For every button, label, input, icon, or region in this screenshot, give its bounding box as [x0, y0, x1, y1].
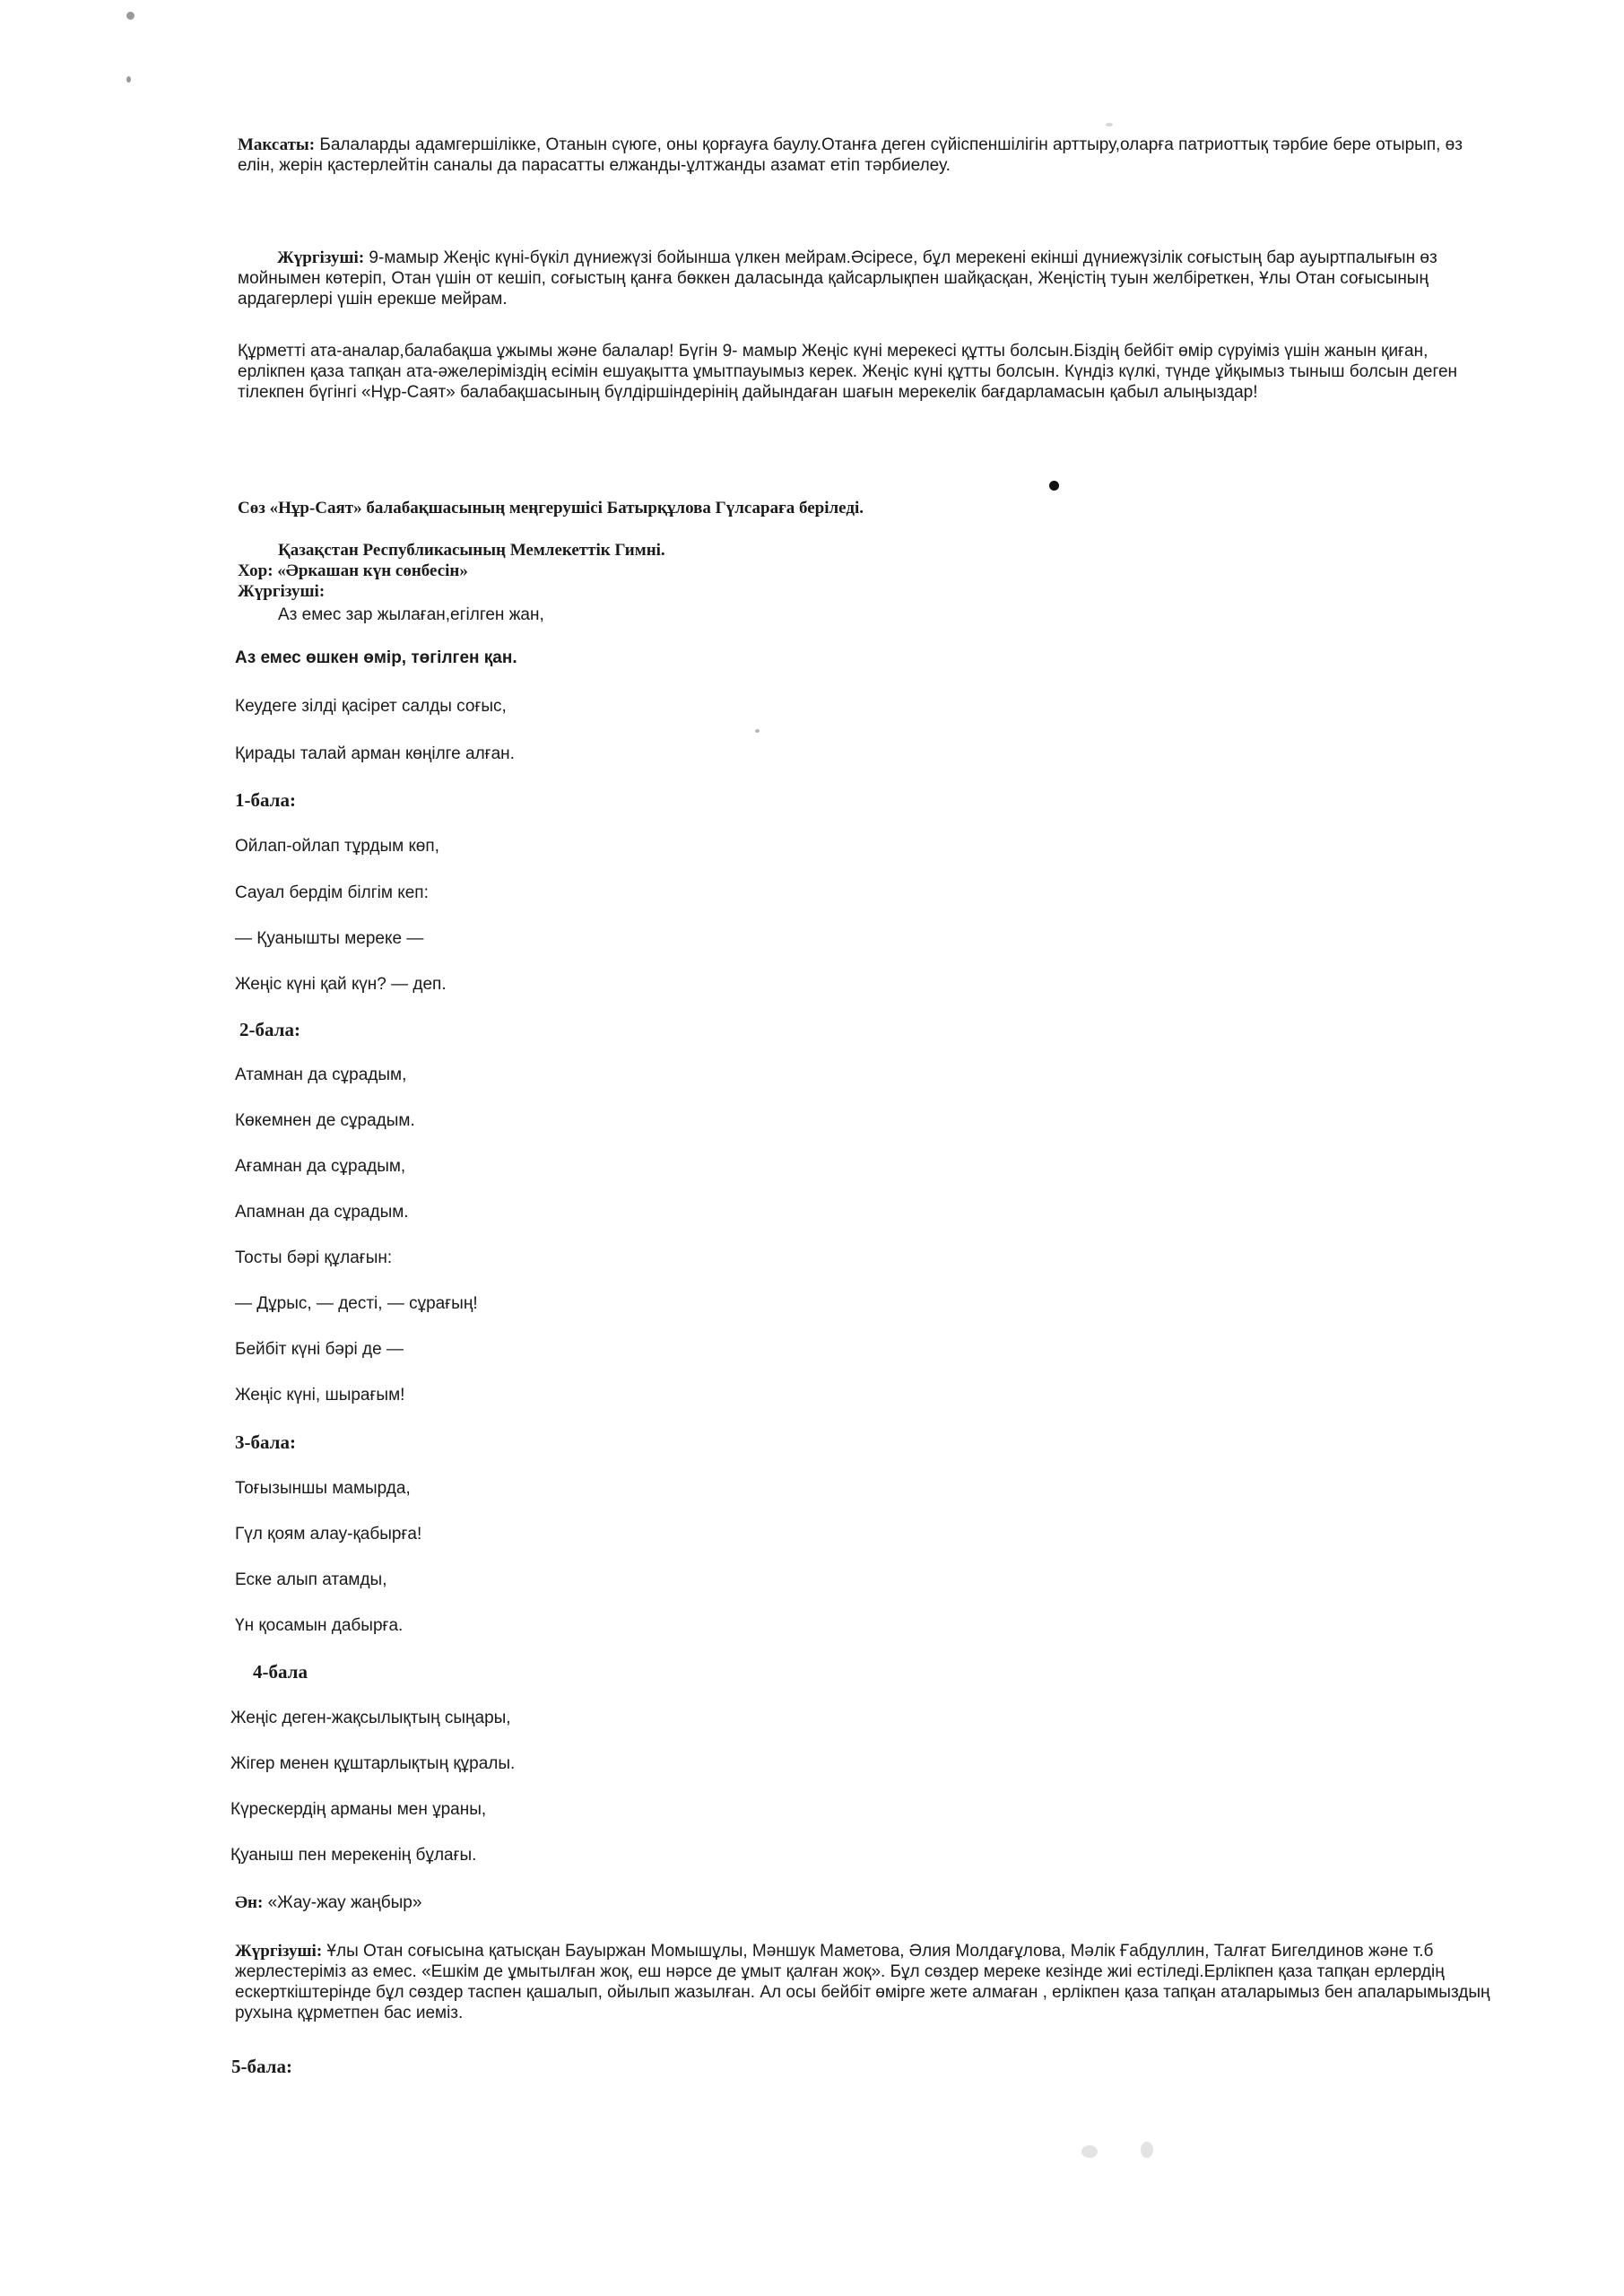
host-heroes-paragraph [235, 1941, 1499, 2023]
verse-line: Жеңіс күні қай күн? — деп. [235, 975, 447, 994]
song-label: Ән: [235, 1893, 264, 1912]
greeting-paragraph: Құрметті ата-аналар,балабақша ұжымы және балалар! Бүгін 9- мамыр Жеңіс күні мерекесі құтты болсын.Біздің бейбіт өмір сүруіміз үшін жанын қиған, ерлікпен қаза тапқан ата-әжелеріміздің есімін ешуақытта ұмытпауымыз керек. Жеңіс күні құтты болсын. Күндіз күлкі, түнде ұйқымыз тыныш болсын деген тілекпен бүгінгі «Нұр-Саят» балабақшасының бүлдіршіндерінің дайындаған шағын мерекелік бағдарламасын қабыл алыңыздар! [238, 342, 1458, 402]
verse-line: Бейбіт күні бәрі де — [235, 1340, 404, 1359]
child1-label: 1-бала: [235, 789, 296, 811]
child4-label: 4-бала [253, 1661, 308, 1683]
verse-line: Көкемнен де сұрадым. [235, 1111, 415, 1130]
child5-label: 5-бала: [231, 2056, 292, 2077]
song-line [235, 1892, 421, 1913]
host-label-3: Жүргізуші: [235, 1942, 323, 1961]
scan-speck [755, 729, 760, 733]
speech-line: Сөз «Нұр-Саят» балабақшасының меңгерушісі Батырқұлова Гүлсараға беріледі. [238, 499, 864, 517]
verse-line: Аз емес зар жылаған,егілген жан, [278, 605, 544, 624]
host-label: Жүргізуші: [277, 248, 365, 267]
verse-line: Сауал бердім білгім кеп: [235, 883, 429, 902]
scan-speck [1106, 123, 1113, 126]
verse-line: Қуаныш пен мерекенің бұлағы. [230, 1846, 477, 1865]
verse-line: Жеңіс деген-жақсылықтың сыңары, [230, 1709, 511, 1727]
verse-line: Тосты бәрі құлағын: [235, 1248, 393, 1267]
verse-line: Ағамнан да сұрадым, [235, 1157, 406, 1176]
verse-line: Атамнан да сұрадым, [235, 1065, 407, 1084]
verse-line: Тоғызыншы мамырда, [235, 1479, 411, 1498]
verse-line: Еске алып атамды, [235, 1570, 387, 1589]
scan-speck [1081, 2145, 1098, 2158]
scan-speck [126, 76, 131, 83]
verse-line: Ойлап-ойлап тұрдым көп, [235, 837, 439, 856]
verse-line: Үн қосамын дабырға. [235, 1616, 404, 1635]
verse-line: Жігер менен құштарлықтың құралы. [230, 1754, 516, 1773]
ink-dot [1049, 481, 1059, 491]
child2-label: 2-бала: [239, 1019, 300, 1040]
verse-line: Қирады талай арман көңілге алған. [235, 744, 515, 763]
goal-paragraph [238, 135, 1493, 176]
host-heroes-text: Ұлы Отан соғысына қатысқан Бауыржан Момышұлы, Мәншук Маметова, Әлия Молдағұлова, Мәлік Ғабдуллин, Талғат Бигелдинов және т.б жерлестеріміз аз емес. «Ешкім де ұмытылған жоқ, еш нәрсе де ұмыт қалған жоқ». Бұл сөздер мереке кезінде жиі естіледі.Ерлікпен қаза тапқан ерлердің ескерткіштерінде бұл сөздер таспен қашалып, ойылып жазылған. Ал осы бейбіт өмірге жете алмаған , ерлікпен қаза тапқан аталарымыз бен апаларымыздың рухына құрметпен бас иеміз. [235, 1942, 1490, 2022]
verse-line: Күрескердің арманы мен ұраны, [230, 1800, 487, 1819]
choir-line: Хор: «Әркашан күн сөнбесін» [238, 561, 468, 580]
verse-line: Апамнан да сұрадым. [235, 1203, 409, 1222]
verse-line: Аз емес өшкен өмір, төгілген қан. [235, 648, 517, 667]
verse-line: — Қуанышты мереке — [235, 929, 424, 948]
child3-label: 3-бала: [235, 1431, 296, 1453]
host-label-2: Жүргізуші: [238, 582, 326, 601]
anthem-line: Қазақстан Республикасының Мемлекеттік Гимні. [278, 541, 665, 560]
verse-line: Жеңіс күні, шырағым! [235, 1386, 405, 1405]
verse-line: Гүл қоям алау-қабырға! [235, 1525, 422, 1544]
scan-speck [1141, 2142, 1153, 2158]
verse-line: Кеудеге зілді қасірет салды соғыс, [235, 697, 507, 716]
host-intro-paragraph [238, 248, 1493, 309]
host-intro-text: 9-мамыр Жеңіс күні-бүкіл дүниежүзі бойынша үлкен мейрам.Әсіресе, бұл мерекені екінші дүниежүзілік соғыстың бар ауыртпалығын өз мойнымен көтеріп, Отан үшін от кешіп, соғыстың қанға бөккен даласында қайсарлықпен шайқасқан, Жеңістің туын желбіреткен, Ұлы Отан соғысының ардагерлері үшін ерекше мейрам. [238, 248, 1437, 309]
goal-text: Балаларды адамгершілікке, Отанын сүюге, оны қорғауға баулу.Отанға деген сүйіспеншілігін арттыру,оларға патриоттық тәрбие бере отырып, өз елін, жерін қастерлейтін саналы да парасатты елжанды-ұлтжанды азамат етіп тәрбиелеу. [238, 135, 1463, 175]
goal-label: Максаты: [238, 135, 316, 154]
song-title: «Жау-жау жаңбыр» [263, 1893, 422, 1912]
verse-line: — Дұрыс, — десті, — сұрағың! [235, 1294, 478, 1313]
scan-speck [126, 12, 135, 20]
